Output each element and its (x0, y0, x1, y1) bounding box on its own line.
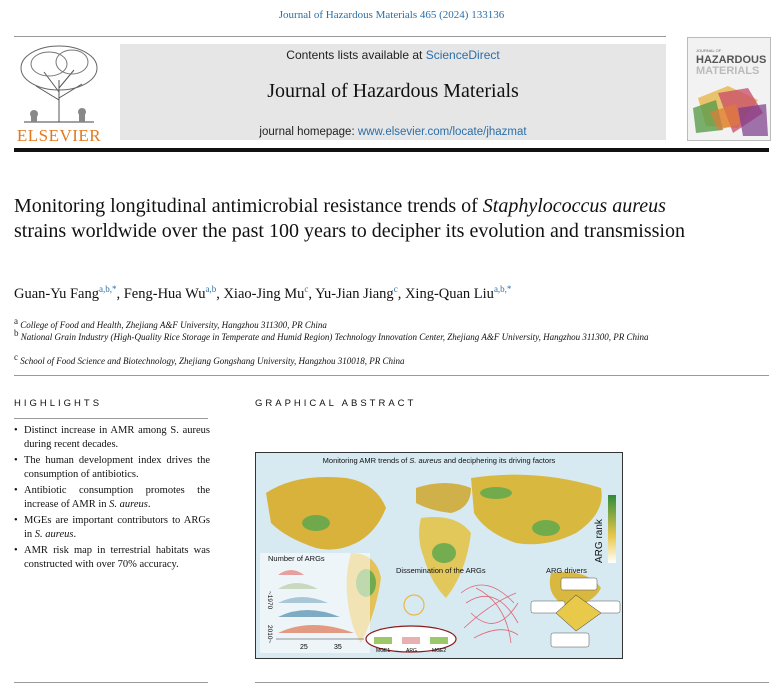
y-top-label: ~1970 (266, 591, 273, 610)
elsevier-logo (14, 42, 104, 145)
cover-title-1: HAZARDOUS (696, 54, 767, 66)
x-tick-25: 25 (300, 644, 308, 651)
arg-box (402, 637, 420, 644)
mge2-box (430, 637, 448, 644)
graphical-abstract-heading: GRAPHICAL ABSTRACT (255, 398, 417, 409)
sciencedirect-link[interactable]: ScienceDirect (425, 48, 500, 62)
list-item: • AMR risk map in terrestrial habitats was constructed with over 70% accuracy. (14, 544, 210, 572)
ga-figure-svg (256, 453, 622, 658)
highlights-list (14, 424, 210, 574)
article-title: Monitoring longitudinal antimicrobial resistance trends of Staphylococcus aureus strains worldwide over the past 100 years to decipher its evolution and transmission (14, 195, 685, 242)
dissemination-label: Dissemination of the ARGs (396, 566, 486, 575)
contents-line: Contents lists available at ScienceDirect (286, 48, 500, 62)
ga-title: Monitoring AMR trends of S. aureus and deciphering its driving factors (322, 456, 556, 465)
affiliation-c: $^c$ School of Food Science and Biotechnology, Zhejiang Gongshang University, Hangzhou 310018, PR China (14, 352, 405, 366)
highlights-bottom-rule (14, 682, 208, 683)
y-bottom-label: 2010~ (266, 625, 273, 644)
number-of-args-label: Number of ARGs (268, 554, 325, 563)
graphical-abstract-figure[interactable] (255, 452, 623, 659)
list-item: • MGEs are important contributors to ARGs in S. aureus. (14, 514, 210, 542)
elsevier-tree-icon (14, 42, 104, 126)
arg-label: ARG (406, 648, 417, 654)
mge2-label: MGE2 (432, 648, 447, 654)
mge1-label: MGE1 (376, 648, 391, 654)
section-rule (14, 375, 769, 376)
arg-drivers-label: ARG drivers (546, 566, 587, 575)
journal-citation[interactable]: Journal of Hazardous Materials 465 (2024) 133136 (278, 9, 505, 21)
highlights-rule (14, 418, 208, 419)
mge1-box (374, 637, 392, 644)
author[interactable]: Xing-Quan Liu$^{a,b,*}$ (404, 284, 512, 302)
author-list: Guan-Yu Fang$^{a,b,*}$, Feng-Hua Wu$^{a,b}$, Xiao-Jing Mu$^c$, Yu-Jian Jiang$^c$, Xing-Quan Liu$^{a,b,*}$ (14, 284, 512, 302)
author[interactable]: Guan-Yu Fang$^{a,b,*}$ (14, 284, 117, 302)
number-of-args-inset (260, 553, 370, 653)
highlights-heading: HIGHLIGHTS (14, 398, 103, 409)
cover-journal-label: JOURNAL OF (696, 48, 722, 53)
header-thick-rule (14, 148, 769, 152)
header-rule (14, 36, 666, 37)
list-item: • Distinct increase in AMR among S. aureus during recent decades. (14, 424, 210, 452)
arg-rank-colorbar (608, 495, 616, 563)
publisher-wordmark: ELSEVIER (16, 126, 102, 145)
cover-title-2: MATERIALS (696, 65, 760, 77)
journal-banner (120, 44, 666, 140)
author[interactable]: Xiao-Jing Mu$^c$ (223, 284, 309, 302)
affiliation-a: $^a$ College of Food and Health, Zhejiang A&F University, Hangzhou 311300, PR China (14, 316, 327, 330)
x-tick-35: 35 (334, 644, 342, 651)
list-item: • The human development index drives the consumption of antibiotics. (14, 454, 210, 482)
list-item: • Antibiotic consumption promotes the increase of AMR in S. aureus. (14, 484, 210, 512)
author[interactable]: Yu-Jian Jiang$^c$ (315, 284, 398, 302)
homepage-link[interactable]: www.elsevier.com/locate/jhazmat (357, 126, 527, 138)
author[interactable]: Feng-Hua Wu$^{a,b}$ (123, 284, 217, 302)
journal-homepage: journal homepage: www.elsevier.com/locate/jhazmat (259, 126, 527, 138)
ga-bottom-rule (255, 682, 769, 683)
cover-image (688, 38, 770, 140)
journal-cover[interactable] (687, 37, 771, 141)
arg-rank-label: ARG rank (594, 519, 605, 563)
journal-title: Journal of Hazardous Materials (267, 80, 519, 102)
affiliation-b: $^b$ National Grain Industry (High-Quality Rice Storage in Temperate and Humid Region) Technology Innovation Center, Zhejiang A&F University, Hangzhou 311300, PR China (14, 328, 649, 342)
